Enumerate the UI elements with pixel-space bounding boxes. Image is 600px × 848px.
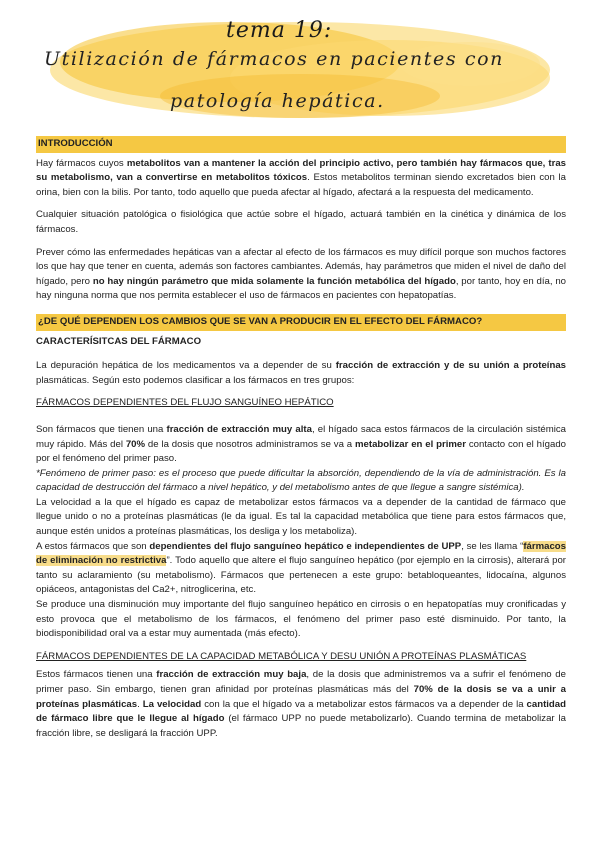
bold-run: metabolizar en el primer — [355, 438, 466, 450]
text-run: . Estos metabolitos terminan siendo excretados bien con la orina, bien con la bilis. Por tanto, todo aquello que pueda afectar al hígado, afectará a la respuesta del medicamento. — [36, 172, 566, 198]
text-run: , de la dosis que administremos va a sufrir el fenómeno de primer paso. Sin embargo, tienen gran afinidad por proteínas plasmáticas más del — [36, 669, 566, 695]
text-run: A estos fármacos que son — [36, 540, 150, 552]
group1-title: FÁRMACOS DEPENDIENTES DEL FLUJO SANGUÍNEO HEPÁTICO — [36, 397, 334, 409]
bold-run: La velocidad — [142, 698, 202, 710]
document-body — [36, 136, 566, 749]
text-run: , por tanto, hoy en día, no hay ninguna norma que nos permita establecer el uso de fármacos en pacientes con hepatopatías. — [36, 275, 567, 302]
text-run: contacto con el hígado por el fenómeno del primer paso. — [36, 438, 566, 465]
bold-run: metabolitos van a mantener la acción del principio activo, pero también hay fármacos que, tras su metabolismo, van a convertirse en metabolitos tóxicos — [36, 157, 566, 184]
text-run: Prever cómo las enfermedades hepáticas van a afectar al efecto de los fármacos es muy difícil porque son muchos factores los que hay que tener en cuenta, además son factores cambiantes. Además, hay parámetros que miden el nivel de daño del hígado, pero — [36, 246, 566, 287]
group2-title: FÁRMACOS DEPENDIENTES DE LA CAPACIDAD METABÓLICA Y DESU UNIÓN A PROTEÍNAS PLASMÁTICAS — [36, 650, 527, 662]
intro-paragraph-3 — [36, 246, 566, 304]
section2-paragraph-1 — [36, 359, 566, 388]
text-run: Son fármacos que tienen una — [36, 423, 167, 435]
section-heading-intro: INTRODUCCIÓN — [36, 136, 566, 153]
text-run: plasmáticas. Según esto podemos clasificar a los fármacos en tres grupos: — [36, 374, 355, 386]
title-line-1: Utilización de fármacos en pacientes con — [44, 48, 504, 70]
bold-run: 70% — [125, 438, 146, 450]
title-line-2: patología hepática. — [170, 90, 385, 112]
intro-paragraph-1 — [36, 157, 566, 201]
text-run: La depuración hepática de los medicamentos va a depender de su — [36, 360, 336, 372]
text-run: Estos fármacos tienen una — [36, 669, 157, 681]
text-run: , el hígado saca estos fármacos de la circulación sistémica muy rápido. Más del — [36, 423, 566, 450]
bold-run: no hay ningún parámetro que mida solamente la función metabólica del hígado — [92, 275, 456, 287]
group1-paragraph-3 — [36, 540, 566, 598]
section-heading-changes: ¿DE QUÉ DEPENDEN LOS CAMBIOS QUE SE VAN A PRODUCIR EN EL EFECTO DEL FÁRMACO? — [36, 314, 566, 331]
text-run: (el fármaco UPP no puede metabolizarlo). Cuando termina de metabolizar la fracción libre, se desligará la fracción UPP. — [36, 713, 566, 739]
intro-paragraph-2: Cualquier situación patológica o fisiológica que actúe sobre el hígado, actuará también en la cinética y dinámica de los fármacos. — [36, 209, 566, 235]
group1-paragraph-2: La velocidad a la que el hígado es capaz de metabolizar estos fármacos va a depender de la cantidad de fármaco que llegue unido o no a proteínas plasmáticas (le da igual. Es tal la capacidad metabólica que tiene para estos fármacos que, aunque estén unidos a proteínas plasmáticas, los desliga y los metaboliza). — [36, 496, 566, 538]
bold-run: 70% de la dosis se va a unir a proteínas plasmáticas — [36, 684, 566, 710]
text-run: con la que el hígado va a metabolizar estos fármacos va a depender de la — [201, 698, 527, 710]
text-run: . — [137, 698, 143, 710]
group2-paragraph-1 — [36, 668, 566, 741]
group1-paragraph-1 — [36, 423, 566, 467]
highlighted-run: fármacos de eliminación no restrictiva — [36, 540, 566, 567]
text-run: ”. Todo aquello que altere el flujo sanguíneo hepático (por ejemplo en la cirrosis), alterará por tanto su aclaramiento (su metabolismo). Fármacos que pertenecen a este grupo: betabloqueantes, lidocaína, algunos opiáceos, antagonistas del Ca2+, nitroglicerina, etc. — [36, 555, 566, 596]
bold-run: fracción de extracción y de su unión a proteínas — [335, 360, 566, 372]
text-run: Hay fármacos cuyos — [36, 157, 127, 169]
group1-note: *Fenómeno de primer paso: es el proceso que puede dificultar la absorción, dependiendo de la vía de administración. Es la capacidad de destrucción del fármaco a nivel hepático, y del metabolismo antes de que llegue a sangre sistémica). — [36, 467, 566, 494]
bold-run: fracción de extracción muy baja — [156, 669, 307, 681]
bold-run: fracción de extracción muy alta — [166, 423, 312, 435]
text-run: de la dosis que nosotros administramos se va a — [145, 438, 356, 450]
text-run: , se les llama “ — [461, 540, 524, 552]
subheading-drug-characteristics: CARACTERÍSITCAS DEL FÁRMACO — [36, 335, 202, 347]
page-header — [0, 0, 600, 128]
bold-run: dependientes del flujo sanguíneo hepático e independientes de UPP — [149, 540, 462, 552]
bold-run: cantidad de fármaco libre que le llegue al hígado — [36, 698, 566, 725]
group1-paragraph-4: Se produce una disminución muy importante del flujo sanguíneo hepático en cirrosis o en hepatopatías muy cronificadas y esto provoca que el metabolismo de los fármacos, el fenómeno del primer paso esté disminuido. Por tanto, la biodisponibilidad oral va a estar muy aumentada (más efecto). — [36, 599, 566, 640]
tema-label: tema 19: — [226, 18, 333, 43]
